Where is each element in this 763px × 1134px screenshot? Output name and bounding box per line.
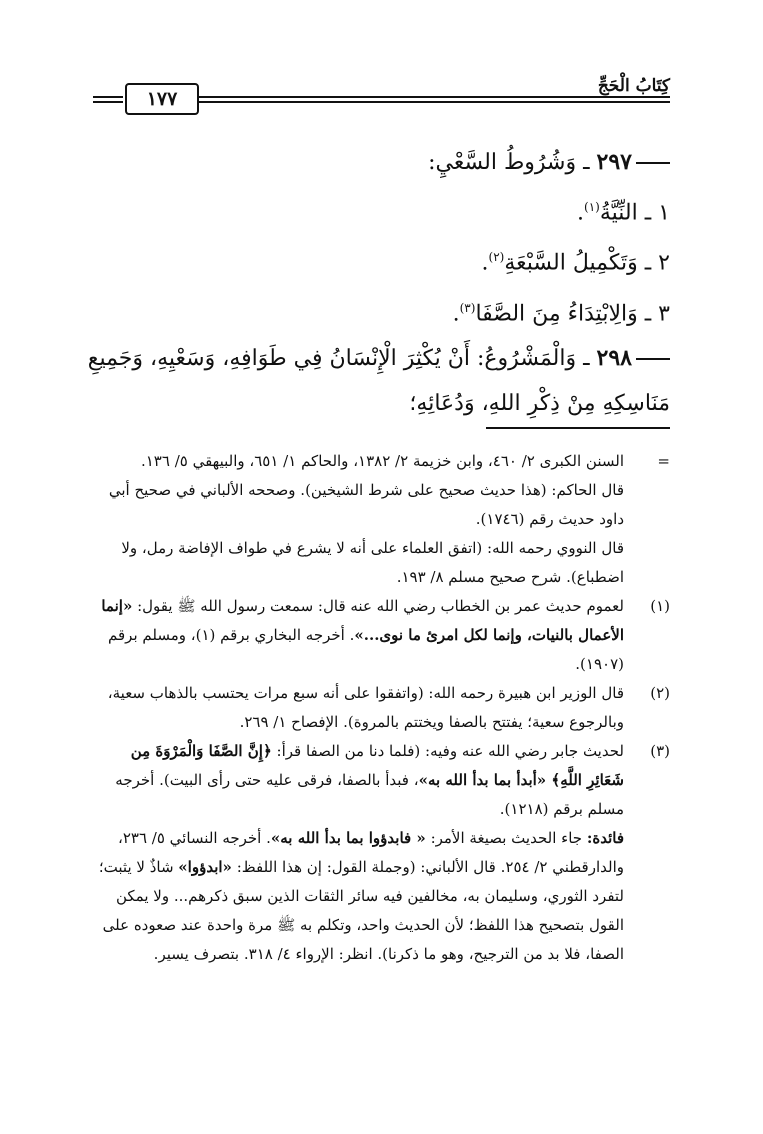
- footnote-ref: (١): [584, 200, 600, 214]
- footnote-3: (٣) لحديث جابر رضي الله عنه وفيه: (فلما دنا من الصفا قرأ: ﴿إِنَّ الصَّفَا وَالْمَرْوَةَ مِن شَعَائِرِ اللَّهِ﴾ «أبدأ بما بدأ الله به»، فبدأ بالصفا، فرقى عليه حتى رأى البيت). أخرجه مسلم برقم (١٢١٨). فائدة: جاء الحديث بصيغة الأمر: « فابدؤوا بما بدأ الله به». أخرجه النسائي ٥/ ٢٣٦، والدارقطني ٢/ ٢٥٤. قال الألباني: (وجملة القول: إن هذا اللفظ: «ابدؤوا» شاذٌ لا يثبت؛ لتفرد الثوري، وسليمان به، مخالفين فيه سائر الثقات الذين سبق ذكرهم... ولا يمكن القول بتصحيح هذا اللفظ؛ لأن الحديث واحد، وتكلم به ﷺ مرة واحدة عند صعوده على الصفا، فلا بد من الترجيح، وهو ما ذكرنا). انظر: الإرواء ٤/ ٣١٨. بتصرف يسير.: [93, 737, 670, 969]
- header-stub-bottom: [93, 101, 123, 103]
- footnote-mark: (٣): [650, 742, 670, 760]
- header-rule-bottom: [199, 101, 670, 103]
- footnote-1: (١) لعموم حديث عمر بن الخطاب رضي الله عنه قال: سمعت رسول الله ﷺ يقول: «إنما الأعمال بالنيات، وإنما لكل امرئ ما نوى...». أخرجه البخاري برقم (١)، ومسلم برقم (١٩٠٧).: [93, 592, 670, 679]
- faida-paragraph: فائدة: جاء الحديث بصيغة الأمر: « فابدؤوا بما بدأ الله به». أخرجه النسائي ٥/ ٢٣٦، والدارقطني ٢/ ٢٥٤. قال الألباني: (وجملة القول: إن هذا اللفظ: «ابدؤوا» شاذٌ لا يثبت؛ لتفرد الثوري، وسليمان به، مخالفين فيه سائر الثقات الذين سبق ذكرهم... ولا يمكن القول بتصحيح هذا اللفظ؛ لأن الحديث واحد، وتكلم به ﷺ مرة واحدة عند صعوده على الصفا، فلا بد من الترجيح، وهو ما ذكرنا). انظر: الإرواء ٤/ ٣١٨. بتصرف يسير.: [98, 829, 624, 963]
- main-line: ١ ـ النِّيَّةُ$^{(١)}$.: [577, 200, 670, 226]
- section-dash-icon: [636, 358, 670, 360]
- main-line: مَنَاسِكِهِ مِنْ ذِكْرِ اللهِ، وَدُعَائِهِ؛: [409, 390, 670, 416]
- main-line: ٢٩٨ ـ وَالْمَشْرُوعُ: أَنْ يُكْثِرَ الْإِنْسَانُ فِي طَوَافِهِ، وَسَعْيِهِ، وَجَمِيعِ: [93, 336, 670, 381]
- footnote-mark: (١): [650, 597, 670, 615]
- footnote-ref: (٣): [459, 300, 476, 315]
- main-line: ٢ ـ وَتَكْمِيلُ السَّبْعَةِ$^{(٢)}$.: [481, 250, 670, 276]
- faida-label: فائدة:: [586, 829, 624, 847]
- footnote-continuation: [93, 447, 670, 592]
- section-number: ٢٩٨: [596, 344, 632, 371]
- footnote-2: (٢) قال الوزير ابن هبيرة رحمه الله: (واتفقوا على أنه سبع مرات يحتسب بالذهاب سعية، وبالرجوع سعية؛ يفتتح بالصفا ويختتم بالمروة). الإفصاح ١/ ٢٦٩.: [93, 679, 670, 737]
- header-stub-top: [93, 96, 123, 98]
- footnote-paragraph: قال الحاكم: (هذا حديث صحيح على شرط الشيخين). وصححه الألباني في صحيح أبي داود حديث رقم (١٧٤٦).: [108, 481, 624, 528]
- footnote-separator: [486, 427, 670, 429]
- section-dash-icon: [636, 162, 670, 164]
- footnote-paragraph: قال النووي رحمه الله: (اتفق العلماء على أنه لا يشرع في طواف الإفاضة رمل، ولا اضطباع). شرح صحيح مسلم ٨/ ١٩٣.: [121, 539, 624, 586]
- page-number: ١٧٧: [125, 83, 199, 115]
- main-line: ٣ ـ وَالِابْتِدَاءُ مِنَ الصَّفَا$^{(٣)}$.: [452, 300, 670, 326]
- section-number: ٢٩٧: [596, 149, 632, 175]
- continuation-mark: =: [657, 452, 670, 470]
- main-text: [87, 140, 670, 426]
- footnote-ref: (٢): [488, 250, 505, 265]
- footnote-mark: (٢): [650, 684, 670, 702]
- book-title: كِتَابُ الْحَجِّ: [597, 76, 670, 96]
- header-rule-top: [199, 96, 670, 98]
- footnotes: [93, 447, 670, 969]
- main-line: ٢٩٧ ـ وَشُرُوطُ السَّعْيِ:: [93, 140, 670, 185]
- footnote-paragraph: السنن الكبرى ٢/ ٤٦٠، وابن خزيمة ٢/ ١٣٨٢، والحاكم ١/ ٦٥١، والبيهقي ٥/ ١٣٦.: [140, 452, 624, 470]
- page-header: [93, 70, 670, 130]
